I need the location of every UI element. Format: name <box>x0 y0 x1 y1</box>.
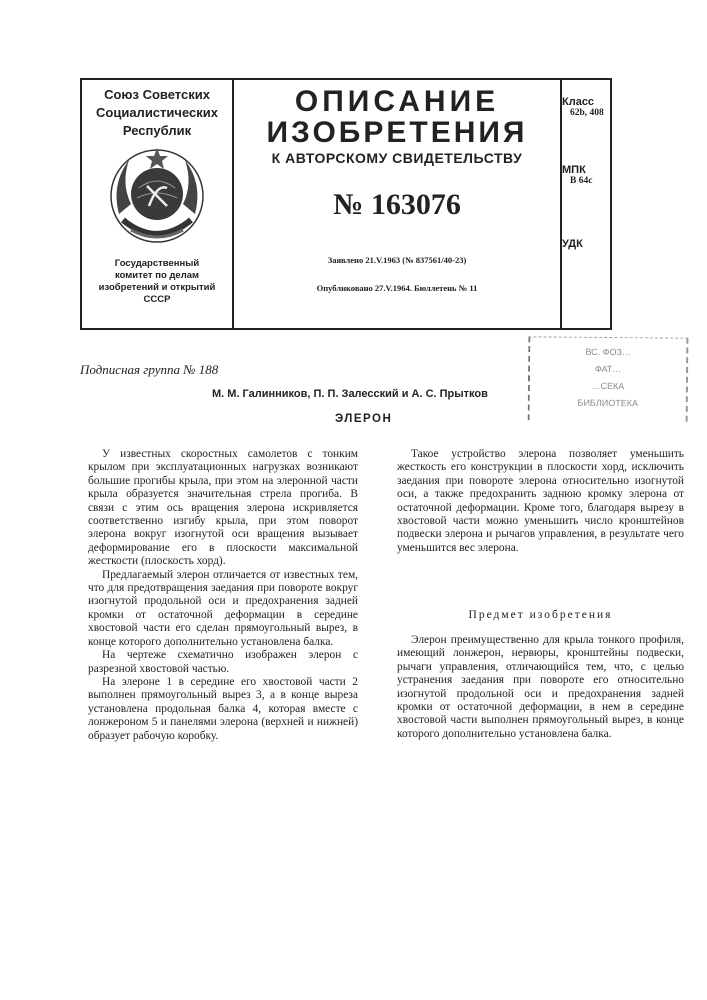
stamp-line: ВС. ФОЗ… <box>530 343 686 361</box>
stamp-line: ФАТ… <box>530 360 686 378</box>
country-line: Республик <box>82 122 232 140</box>
mpk-label: МПК <box>562 164 612 176</box>
invention-title: ЭЛЕРОН <box>335 413 392 425</box>
stamp-line: …СЕКА <box>530 377 686 395</box>
authors: М. М. Галинников, П. П. Залесский и А. С. Прытков <box>212 388 488 400</box>
header-right-column <box>562 82 612 328</box>
paragraph: Элерон преимущественно для крыла тонкого профиля, имеющий лонжерон, нервюры, кронштейны подвески, рычаги управления, отличающийся тем, что, с целью устранения заедания при повороте его относительно изогнутой продольной оси и предохранения задней кромки от остаточной деформации, в нем в середине хвостовой части выполнен прямоугольный вырез, в конце которого дополнительно установлена балка. <box>397 634 684 741</box>
paragraph: На чертеже схематично изображен элерон с разрезной хвостовой частью. <box>88 649 358 676</box>
committee-line: изобретений и открытий <box>82 282 232 294</box>
committee-line: комитет по делам <box>82 270 232 282</box>
patent-number: № 163076 <box>236 188 558 222</box>
right-text-column <box>397 448 684 555</box>
document-title: ОПИСАНИЕ <box>236 87 558 117</box>
paragraph: Предлагаемый элерон отличается от известных тем, что для предотвращения заедания при повороте вокруг изогнутой продольной оси и предохранения задней кромки от остаточной деформации в середине хвостовой части его сделан прямоугольный вырез, в конце которого дополнительно установлена балка. <box>88 569 358 649</box>
document-subtitle: К АВТОРСКОМУ СВИДЕТЕЛЬСТВУ <box>236 150 558 166</box>
paragraph: У известных скоростных самолетов с тонким крылом при эксплуатационных нагрузках возникают большие прогибы крыла, при этом на элеронной части крыла образуется значительная стрела прогиба. В связи с этим ось вращения элерона искривляется соответственно изгибу крыла, при этом поворот элерона вокруг изогнутой оси вращения вызывает деформирование его в плоскости максимальной жесткости (плоскость хорд). <box>88 448 358 569</box>
committee-line: СССР <box>82 294 232 306</box>
subject-heading: Предмет изобретения <box>397 609 684 621</box>
class-value: 62b, 408 <box>562 108 612 118</box>
subscription-group: Подписная группа № 188 <box>80 362 218 378</box>
claim-text <box>397 634 684 741</box>
country-line: Союз Советских <box>82 86 232 104</box>
publication-info: Опубликовано 27.V.1964. Бюллетень № 11 <box>236 283 558 293</box>
library-stamp <box>528 336 689 421</box>
header-divider-left <box>232 80 234 328</box>
udk-label: УДК <box>562 238 612 250</box>
left-text-column <box>88 448 358 743</box>
stamp-line: БИБЛИОТЕКА <box>530 394 686 412</box>
country-name <box>82 86 232 140</box>
paragraph: На элероне 1 в середине его хвостовой части 2 выполнен прямоугольный вырез 3, а в конце выреза установлена продольная балка 4, которая вместе с лонжероном 5 и панелями элерона (верхней и нижней) образует рабочую коробку. <box>88 676 358 743</box>
paragraph: Такое устройство элерона позволяет уменьшить жесткость его конструкции в плоскости хорд, исключить заедания при повороте элерона относительно изогнутой оси, а также предохранить заднюю кромку элерона от остаточной деформации. Кроме того, благодаря вырезу в хвостовой части можно уменьшить число кронштейнов подвески элерона и рычагов управления, в результате чего уменьшится вес элерона. <box>397 448 684 555</box>
committee-name <box>82 258 232 306</box>
class-label: Класс <box>562 96 612 108</box>
mpk-value: B 64c <box>562 176 612 186</box>
country-line: Социалистических <box>82 104 232 122</box>
committee-line: Государственный <box>82 258 232 270</box>
filing-info: Заявлено 21.V.1963 (№ 837561/40-23) <box>236 255 558 265</box>
header-left-column <box>82 82 232 328</box>
document-title-second-line: ИЗОБРЕТЕНИЯ <box>236 118 558 148</box>
state-emblem-icon <box>101 144 213 254</box>
